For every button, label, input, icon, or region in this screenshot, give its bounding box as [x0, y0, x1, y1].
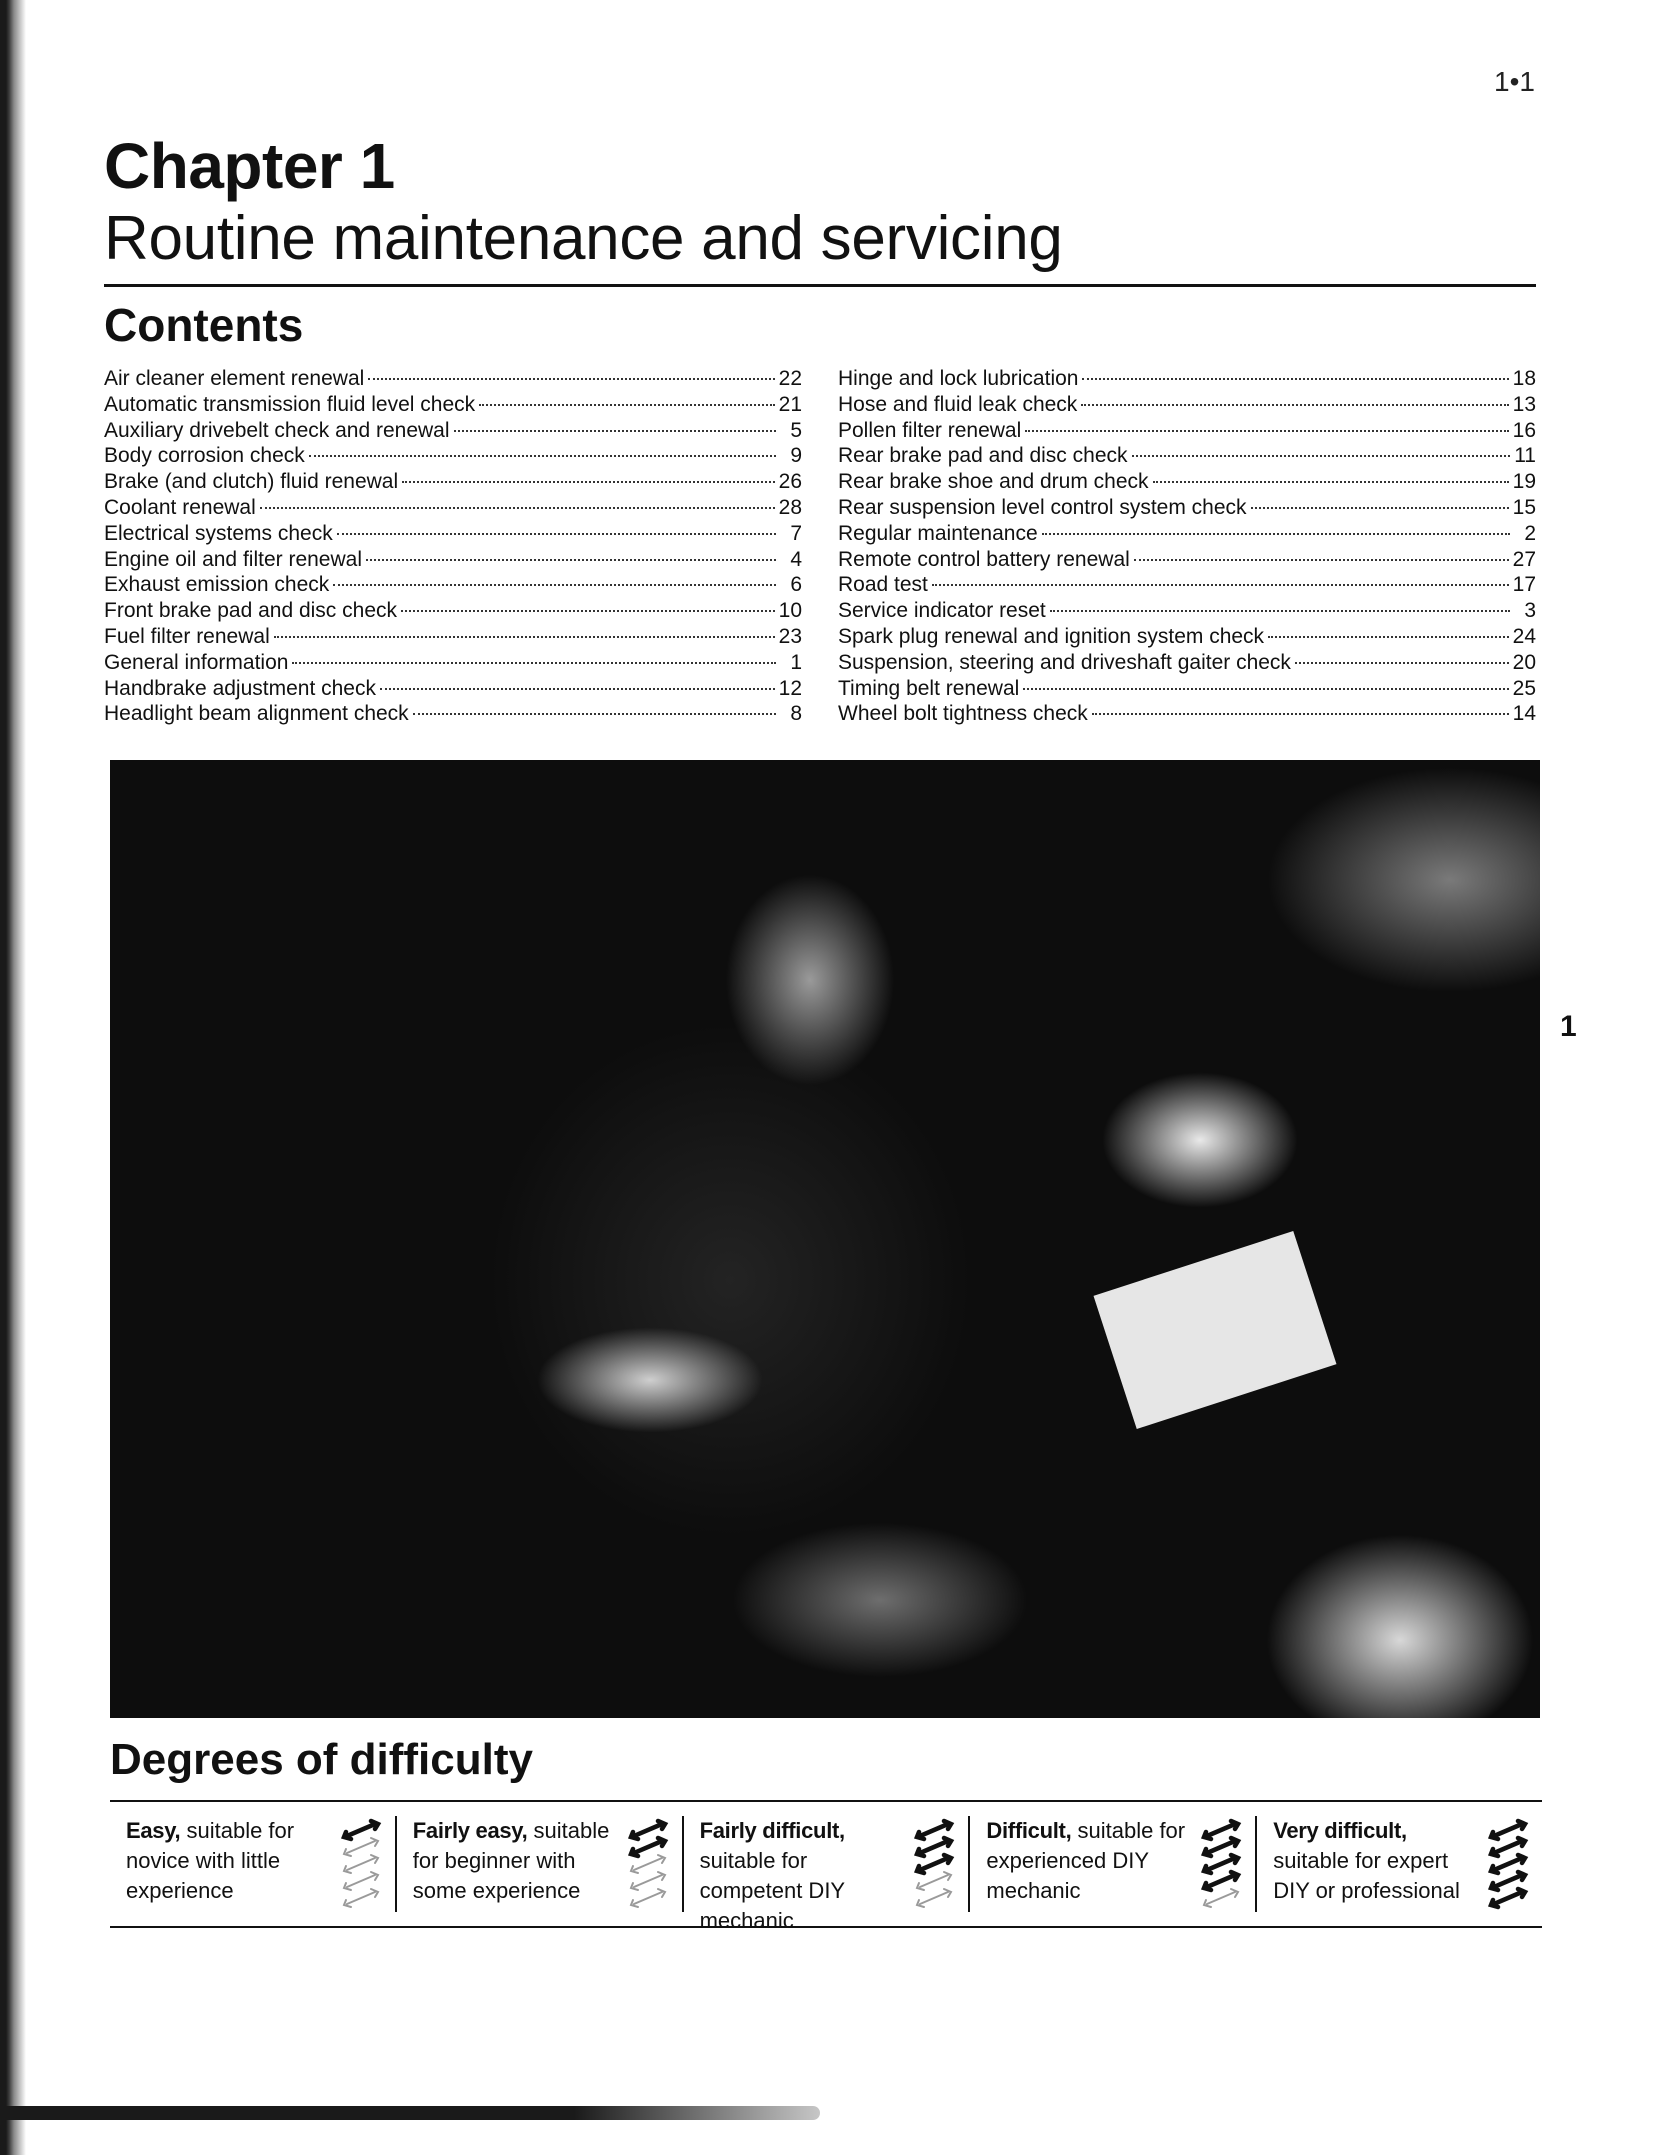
- contents-entry-label: Air cleaner element renewal: [104, 367, 365, 390]
- difficulty-description: [700, 1816, 900, 1936]
- difficulty-scale: [110, 1800, 1542, 1933]
- contents-entry-label: Electrical systems check: [104, 521, 333, 545]
- difficulty-level-name: Easy,: [126, 1818, 181, 1843]
- difficulty-description: [413, 1816, 613, 1906]
- contents-entry-page: 13: [1512, 392, 1536, 416]
- contents-entry[interactable]: [838, 495, 1536, 521]
- contents-entry-label: Hose and fluid leak check: [838, 392, 1078, 416]
- contents-entry-label: Rear brake shoe and drum check: [838, 470, 1149, 494]
- dot-leader: [932, 584, 1509, 586]
- spanner-icon: [917, 1821, 951, 1839]
- bottom-edge-shadow: [0, 2106, 820, 2120]
- difficulty-level-name: Difficult,: [986, 1818, 1072, 1843]
- dot-leader: [1023, 688, 1508, 690]
- dot-leader: [1268, 636, 1509, 638]
- contents-entry-page: 15: [1512, 495, 1536, 519]
- dot-leader: [1050, 610, 1510, 612]
- dot-leader: [1134, 559, 1509, 561]
- dot-leader: [366, 559, 776, 561]
- difficulty-heading: Degrees of difficulty: [110, 1735, 533, 1784]
- difficulty-level: [1255, 1816, 1542, 1912]
- contents-entry-page: 3: [1524, 599, 1536, 623]
- page-number: 1•1: [1494, 66, 1535, 97]
- dot-leader: [401, 610, 775, 612]
- book-spine-shadow: [0, 0, 26, 2155]
- spanner-icon: [631, 1821, 665, 1839]
- contents-entry-label: Rear brake pad and disc check: [838, 444, 1128, 468]
- dot-leader: [260, 507, 775, 509]
- contents-entry[interactable]: [104, 366, 802, 392]
- dot-leader: [1092, 713, 1509, 715]
- contents-entry-label: Rear suspension level control system check: [838, 495, 1247, 519]
- contents-entry-page: 21: [778, 392, 802, 416]
- spanner-icon: [344, 1821, 378, 1839]
- contents-entry-page: 8: [790, 702, 802, 726]
- difficulty-description: [126, 1816, 326, 1906]
- spanner-icon: [1491, 1821, 1525, 1839]
- difficulty-level-detail: suitable for beginner with some experience: [412, 1818, 610, 1903]
- contents-entry[interactable]: [838, 676, 1536, 702]
- contents-entry-label: Engine oil and filter renewal: [104, 547, 362, 571]
- contents-entry-page: 12: [778, 676, 802, 700]
- difficulty-level: [110, 1816, 395, 1912]
- contents-entry[interactable]: [104, 392, 802, 418]
- dot-leader: [337, 533, 776, 535]
- dot-leader: [380, 688, 775, 690]
- spanner-rating-icon: [1488, 1818, 1530, 1910]
- contents-entry[interactable]: [838, 624, 1536, 650]
- contents-entry-label: Fuel filter renewal: [104, 624, 270, 648]
- contents-entry-page: 11: [1514, 444, 1536, 468]
- contents-entry[interactable]: [838, 572, 1536, 598]
- difficulty-level-name: Very difficult,: [1273, 1818, 1407, 1843]
- contents-entry[interactable]: [104, 572, 802, 598]
- spanner-rating-icon: [1201, 1818, 1243, 1910]
- contents-entry-label: Front brake pad and disc check: [104, 599, 397, 623]
- photo-highlight: [1094, 1231, 1337, 1429]
- contents-entry-page: 28: [778, 495, 802, 519]
- contents-entry[interactable]: [838, 598, 1536, 624]
- contents-entry-page: 25: [1512, 676, 1536, 700]
- contents-entry-label: Road test: [838, 573, 928, 597]
- contents-entry-label: Headlight beam alignment check: [104, 702, 409, 726]
- contents-entry-page: 20: [1512, 650, 1536, 674]
- contents-entry-label: Service indicator reset: [838, 599, 1046, 623]
- dot-leader: [1082, 378, 1508, 380]
- difficulty-level-detail: suitable for expert DIY or professional: [1273, 1848, 1460, 1903]
- contents-column-right: [838, 366, 1536, 727]
- contents-entry-page: 16: [1512, 418, 1536, 442]
- dot-leader: [1295, 662, 1509, 664]
- difficulty-level: [395, 1816, 682, 1912]
- contents-entry-label: Timing belt renewal: [838, 676, 1020, 700]
- dot-leader: [333, 584, 776, 586]
- spanner-icon: [344, 1855, 378, 1873]
- contents-entry-label: Brake (and clutch) fluid renewal: [104, 470, 399, 494]
- spanner-icon: [344, 1872, 378, 1890]
- contents-entry[interactable]: [838, 701, 1536, 727]
- contents-entry-page: 27: [1512, 547, 1536, 571]
- contents-entry[interactable]: [104, 598, 802, 624]
- contents-entry[interactable]: [104, 418, 802, 444]
- contents-entry-label: General information: [104, 650, 289, 674]
- contents-entry-page: 2: [1524, 521, 1536, 545]
- contents-entry-label: Auxiliary drivebelt check and renewal: [104, 418, 450, 442]
- dot-leader: [402, 481, 774, 483]
- dot-leader: [413, 713, 776, 715]
- contents-entry-label: Exhaust emission check: [104, 573, 330, 597]
- contents-entry[interactable]: [104, 495, 802, 521]
- contents-entry-page: 10: [778, 599, 802, 623]
- contents-entry[interactable]: [838, 366, 1536, 392]
- difficulty-description: [1273, 1816, 1473, 1906]
- contents-entry[interactable]: [104, 443, 802, 469]
- contents-entry-label: Handbrake adjustment check: [104, 676, 376, 700]
- contents-entry[interactable]: [104, 701, 802, 727]
- difficulty-level-detail: suitable for novice with little experience: [126, 1818, 295, 1903]
- dot-leader: [1025, 430, 1508, 432]
- dot-leader: [1132, 455, 1511, 457]
- difficulty-level: [968, 1816, 1255, 1912]
- contents-entry-page: 26: [778, 470, 802, 494]
- contents-entry-label: Wheel bolt tightness check: [838, 702, 1088, 726]
- spanner-icon: [631, 1889, 665, 1907]
- contents-entry[interactable]: [838, 392, 1536, 418]
- spanner-icon: [1204, 1821, 1238, 1839]
- contents-entry-page: 6: [790, 573, 802, 597]
- contents-entry[interactable]: [838, 443, 1536, 469]
- difficulty-level-name: Fairly easy,: [412, 1818, 528, 1843]
- difficulty-level-detail: suitable for competent DIY mechanic: [699, 1848, 845, 1933]
- contents-heading: Contents: [104, 299, 304, 351]
- contents-entry-page: 14: [1512, 702, 1536, 726]
- contents-entry-label: Remote control battery renewal: [838, 547, 1130, 571]
- dot-leader: [479, 404, 774, 406]
- contents-entry-label: Automatic transmission fluid level check: [104, 392, 476, 416]
- chapter-tab-mark: 1: [1560, 1010, 1577, 1043]
- contents-entry-page: 19: [1512, 470, 1536, 494]
- contents-entry[interactable]: [104, 676, 802, 702]
- contents-entry-page: 5: [790, 418, 802, 442]
- contents-entry-page: 9: [790, 444, 802, 468]
- difficulty-level-name: Fairly difficult,: [699, 1818, 845, 1843]
- dot-leader: [1042, 533, 1510, 535]
- dot-leader: [1251, 507, 1509, 509]
- dot-leader: [368, 378, 774, 380]
- contents-entry[interactable]: [838, 547, 1536, 573]
- spanner-rating-icon: [914, 1818, 956, 1910]
- dot-leader: [1153, 481, 1509, 483]
- contents-entry-page: 18: [1512, 367, 1536, 390]
- contents-entry-page: 7: [790, 521, 802, 545]
- contents-entry[interactable]: [838, 469, 1536, 495]
- title-rule: [104, 284, 1536, 287]
- spanner-rating-icon: [628, 1818, 670, 1910]
- contents-entry[interactable]: [838, 521, 1536, 547]
- contents-entry-label: Suspension, steering and driveshaft gaiter check: [838, 650, 1291, 674]
- contents-entry-label: Spark plug renewal and ignition system check: [838, 624, 1265, 648]
- dot-leader: [309, 455, 776, 457]
- contents-column-left: [104, 366, 802, 727]
- contents-entry-label: Hinge and lock lubrication: [838, 367, 1079, 390]
- mechanic-photo: [110, 760, 1540, 1718]
- contents-entry[interactable]: [104, 624, 802, 650]
- spanner-rating-icon: [341, 1818, 383, 1910]
- difficulty-level: [682, 1816, 969, 1933]
- contents-entry-page: 22: [778, 367, 802, 390]
- contents-entry[interactable]: [104, 650, 802, 676]
- dot-leader: [274, 636, 775, 638]
- dot-leader: [454, 430, 776, 432]
- spanner-icon: [631, 1872, 665, 1890]
- spanner-icon: [917, 1889, 951, 1907]
- dot-leader: [292, 662, 776, 664]
- contents-entry[interactable]: [104, 547, 802, 573]
- contents-entry[interactable]: [104, 469, 802, 495]
- contents-entry-page: 4: [790, 547, 802, 571]
- chapter-subtitle: Routine maintenance and servicing: [104, 204, 1063, 273]
- contents-entry-page: 1: [790, 650, 802, 674]
- contents-entry-label: Regular maintenance: [838, 521, 1038, 545]
- contents-entry-label: Pollen filter renewal: [838, 418, 1022, 442]
- contents-entry-page: 17: [1512, 573, 1536, 597]
- contents-entry[interactable]: [838, 418, 1536, 444]
- dot-leader: [1081, 404, 1508, 406]
- contents-entry-page: 24: [1512, 624, 1536, 648]
- contents-entry-label: Coolant renewal: [104, 495, 256, 519]
- contents-entry-page: 23: [778, 624, 802, 648]
- difficulty-level-detail: suitable for experienced DIY mechanic: [986, 1818, 1186, 1903]
- contents-entry[interactable]: [104, 521, 802, 547]
- chapter-title: Chapter 1: [104, 130, 395, 202]
- contents-entry[interactable]: [838, 650, 1536, 676]
- difficulty-description: [986, 1816, 1186, 1906]
- spanner-icon: [344, 1889, 378, 1907]
- contents-entry-label: Body corrosion check: [104, 444, 305, 468]
